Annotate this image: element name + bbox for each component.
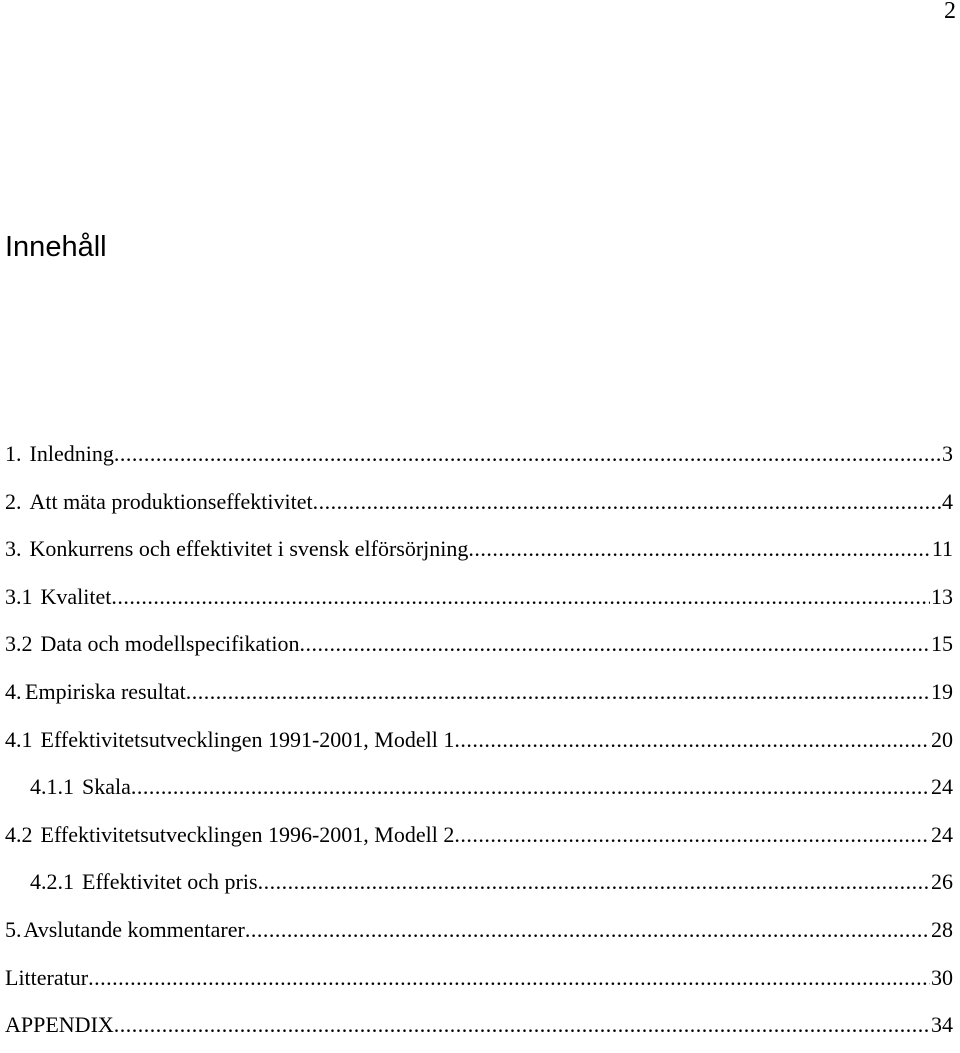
toc-entry-effektivitet-1991[interactable] — [5, 720, 953, 768]
toc-entry-page: 19 — [931, 678, 953, 704]
toc-entry-number: 3.2 — [5, 631, 33, 657]
toc-entry-page: 3 — [942, 441, 953, 466]
toc-dot-leader — [258, 862, 930, 902]
toc-entry-inledning[interactable] — [5, 434, 953, 482]
toc-entry-number: 3.1 — [5, 583, 33, 609]
toc-dot-leader — [88, 958, 930, 998]
toc-entry-title: APPENDIX — [5, 1012, 114, 1038]
toc-dot-leader — [468, 529, 930, 569]
toc-dot-leader — [114, 1005, 930, 1045]
toc-dot-leader — [131, 767, 930, 807]
toc-entry-title: Empiriska resultat — [25, 678, 186, 704]
toc-entry-page: 34 — [931, 1012, 953, 1038]
toc-entry-konkurrens[interactable] — [5, 529, 953, 577]
toc-entry-page: 15 — [931, 631, 953, 657]
toc-entry-title: Kvalitet — [40, 583, 112, 609]
toc-entry-page: 28 — [931, 916, 953, 942]
toc-entry-number: 4. — [5, 678, 22, 704]
toc-entry-title: Data och modellspecifikation — [40, 631, 300, 657]
toc-entry-number: 4.2.1 — [30, 869, 74, 895]
toc-entry-appendix[interactable] — [5, 1005, 953, 1053]
table-of-contents — [5, 434, 953, 1053]
toc-entry-number: 4.1 — [5, 726, 33, 752]
toc-dot-leader — [454, 720, 930, 760]
toc-entry-page: 24 — [931, 821, 953, 847]
toc-entry-title: Effektivitet och pris — [82, 869, 258, 895]
toc-entry-title: Inledning — [29, 441, 114, 466]
toc-dot-leader — [454, 815, 930, 855]
toc-entry-effektivitet-pris[interactable] — [5, 862, 953, 910]
toc-entry-skala[interactable] — [5, 767, 953, 815]
toc-entry-title: Effektivitetsutvecklingen 1996-2001, Modell 2 — [40, 821, 455, 847]
toc-heading: Innehåll — [5, 231, 107, 263]
toc-entry-title: Att mäta produktionseffektivitet — [29, 488, 313, 514]
toc-entry-page: 20 — [931, 726, 953, 752]
toc-entry-title: Skala — [82, 774, 131, 800]
toc-entry-title: Effektivitetsutvecklingen 1991-2001, Modell 1 — [40, 726, 455, 752]
toc-dot-leader — [186, 672, 930, 712]
toc-entry-kvalitet[interactable] — [5, 577, 953, 625]
toc-entry-number: 2. — [5, 488, 22, 514]
toc-entry-title: Avslutande kommentarer — [23, 916, 245, 942]
toc-entry-page: 4 — [942, 488, 953, 514]
toc-entry-page: 11 — [931, 536, 953, 562]
toc-entry-number: 5. — [5, 916, 22, 942]
toc-entry-effektivitet-1996[interactable] — [5, 815, 953, 863]
toc-entry-page: 30 — [931, 964, 953, 990]
toc-entry-page: 26 — [931, 869, 953, 895]
toc-entry-page: 24 — [931, 774, 953, 800]
toc-entry-title: Litteratur — [5, 964, 89, 990]
toc-entry-data-modell[interactable] — [5, 624, 953, 672]
page-number: 2 — [944, 0, 956, 24]
toc-entry-page: 13 — [931, 583, 953, 609]
toc-dot-leader — [111, 577, 930, 617]
toc-entry-avslutande[interactable] — [5, 910, 953, 958]
toc-entry-litteratur[interactable] — [5, 958, 953, 1006]
toc-entry-number: 4.1.1 — [30, 774, 74, 800]
toc-dot-leader — [300, 624, 930, 664]
toc-dot-leader — [313, 482, 941, 522]
toc-dot-leader — [114, 434, 941, 474]
toc-entry-number: 3. — [5, 536, 22, 562]
toc-entry-number: 4.2 — [5, 821, 33, 847]
toc-entry-att-mata[interactable] — [5, 482, 953, 530]
toc-dot-leader — [245, 910, 930, 950]
toc-entry-empiriska[interactable] — [5, 672, 953, 720]
toc-entry-title: Konkurrens och effektivitet i svensk elförsörjning — [29, 536, 469, 562]
toc-entry-number: 1. — [5, 441, 22, 466]
